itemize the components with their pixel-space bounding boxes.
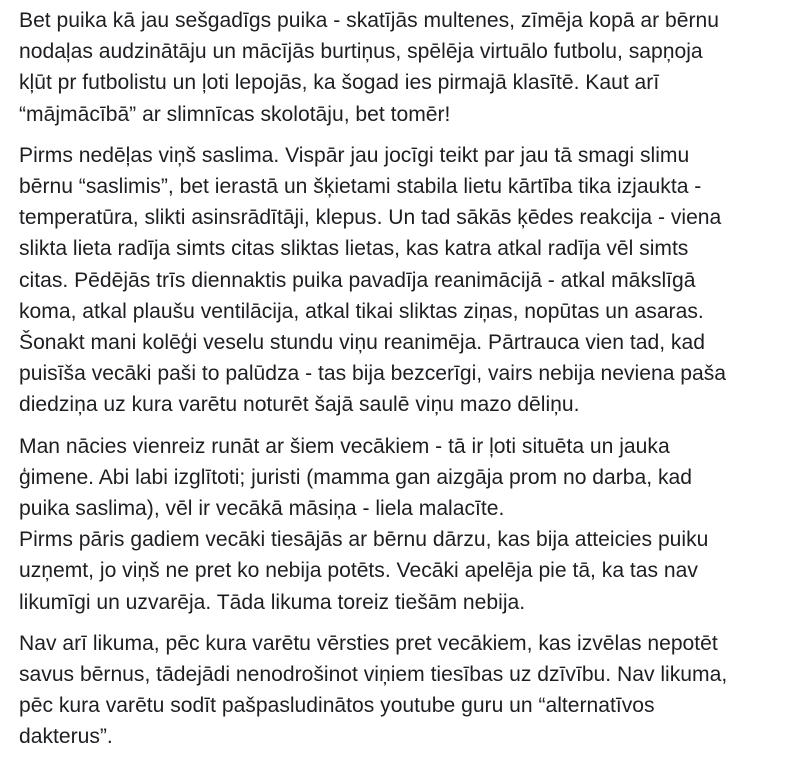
text-line: “mājmācībā” ar slimnīcas skolotāju, bet tomēr! (19, 102, 451, 126)
text-line: citas. Pēdējās trīs diennaktis puika pavadīja reanimācijā - atkal mākslīgā (19, 268, 696, 292)
paragraph-4 (19, 628, 794, 753)
text-line: nodaļas audzinātāju un mācījās burtiņus, spēlēja virtuālo futbolu, sapņoja (19, 40, 703, 64)
text-line: diedziņa uz kura varētu noturēt šajā saulē viņu mazo dēliņu. (19, 393, 580, 417)
text-line: likumīgi un uzvarēja. Tāda likuma toreiz tiešām nebija. (19, 590, 526, 614)
text-line: puisīša vecāki paši to palūdza - tas bija bezcerīgi, vairs nebija neviena paša (19, 362, 727, 386)
text-line: dakterus”. (19, 725, 113, 749)
paragraph-2 (19, 140, 794, 421)
paragraph-3 (19, 431, 794, 618)
text-line: ģimene. Abi labi izglītoti; juristi (mamma gan aizgāja prom no darba, kad (19, 465, 692, 489)
text-line: puika saslima), vēl ir vecākā māsiņa - liela malacīte. (19, 497, 505, 521)
text-line: slikta lieta radīja simts citas sliktas lietas, kas katra atkal radīja vēl simts (19, 237, 689, 261)
text-line: uzņemt, jo viņš ne pret ko nebija potēts. Vecāki apelēja pie tā, ka tas nav (19, 559, 698, 583)
paragraph-1 (19, 5, 794, 130)
post-body (19, 5, 794, 763)
text-line: koma, atkal plaušu ventilācija, atkal tikai sliktas ziņas, nopūtas un asaras. (19, 299, 704, 323)
text-line: temperatūra, slikti asinsrādītāji, klepus. Un tad sākās ķēdes reakcija - viena (19, 206, 722, 230)
text-line: Pirms nedēļas viņš saslima. Vispār jau jocīgi teikt par jau tā smagi slimu (19, 143, 690, 167)
text-line: bērnu “saslimis”, bet ierastā un šķietami stabila lietu kārtība tika izjaukta - (19, 175, 702, 199)
text-line: pēc kura varētu sodīt pašpasludinātos youtube guru un “alternatīvos (19, 694, 655, 718)
text-line: Pirms pāris gadiem vecāki tiesājās ar bērnu dārzu, kas bija atteicies puiku (19, 528, 709, 552)
text-line: Šonakt mani kolēģi veselu stundu viņu reanimēja. Pārtrauca vien tad, kad (19, 331, 705, 355)
text-line: savus bērnus, tādejādi nenodrošinot viņiem tiesības uz dzīvību. Nav likuma, (19, 663, 728, 687)
text-line: Nav arī likuma, pēc kura varētu vērsties pret vecākiem, kas izvēlas nepotēt (19, 631, 718, 655)
text-line: kļūt pr futbolistu un ļoti lepojās, ka šogad ies pirmajā klasītē. Kaut arī (19, 71, 660, 95)
text-line: Man nācies vienreiz runāt ar šiem vecākiem - tā ir ļoti situēta un jauka (19, 434, 670, 458)
text-line: Bet puika kā jau sešgadīgs puika - skatījās multenes, zīmēja kopā ar bērnu (19, 9, 719, 32)
